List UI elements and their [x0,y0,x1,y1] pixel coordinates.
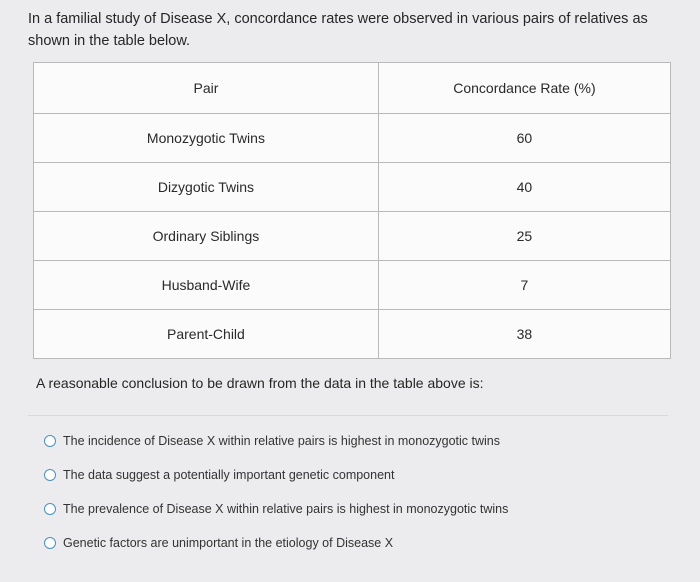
answer-option[interactable] [44,526,670,560]
question-intro [28,8,668,52]
table-row [34,261,671,310]
row-pair: Parent-Child [34,310,379,359]
table-row [34,310,671,359]
row-rate: 7 [378,261,670,310]
answer-option[interactable] [44,458,670,492]
divider [28,415,668,416]
answer-options [44,424,670,560]
row-rate: 38 [378,310,670,359]
radio-button[interactable] [44,469,56,481]
row-pair: Monozygotic Twins [34,114,379,163]
row-rate: 40 [378,163,670,212]
header-pair: Pair [34,63,379,114]
option-label[interactable]: The incidence of Disease X within relative pairs is highest in monozygotic twins [63,434,501,448]
answer-option[interactable] [44,424,670,458]
row-rate: 25 [378,212,670,261]
question-prompt: A reasonable conclusion to be drawn from the data in the table above is: [36,375,484,391]
intro-line-1: In a familial study of Disease X, concordance rates were observed in various pairs of relatives as [28,11,648,27]
table-row [34,212,671,261]
table-row [34,163,671,212]
answer-option[interactable] [44,492,670,526]
option-label[interactable]: The data suggest a potentially important genetic component [63,468,395,482]
row-pair: Dizygotic Twins [34,163,379,212]
header-rate: Concordance Rate (%) [378,63,670,114]
radio-button[interactable] [44,435,56,447]
row-pair: Husband-Wife [34,261,379,310]
table-header-row [34,63,671,114]
option-label[interactable]: Genetic factors are unimportant in the etiology of Disease X [63,536,394,550]
concordance-table [33,62,671,359]
radio-button[interactable] [44,503,56,515]
option-label[interactable]: The prevalence of Disease X within relative pairs is highest in monozygotic twins [63,502,509,516]
radio-button[interactable] [44,537,56,549]
row-rate: 60 [378,114,670,163]
row-pair: Ordinary Siblings [34,212,379,261]
intro-line-2: shown in the table below. [28,33,191,49]
table-row [34,114,671,163]
